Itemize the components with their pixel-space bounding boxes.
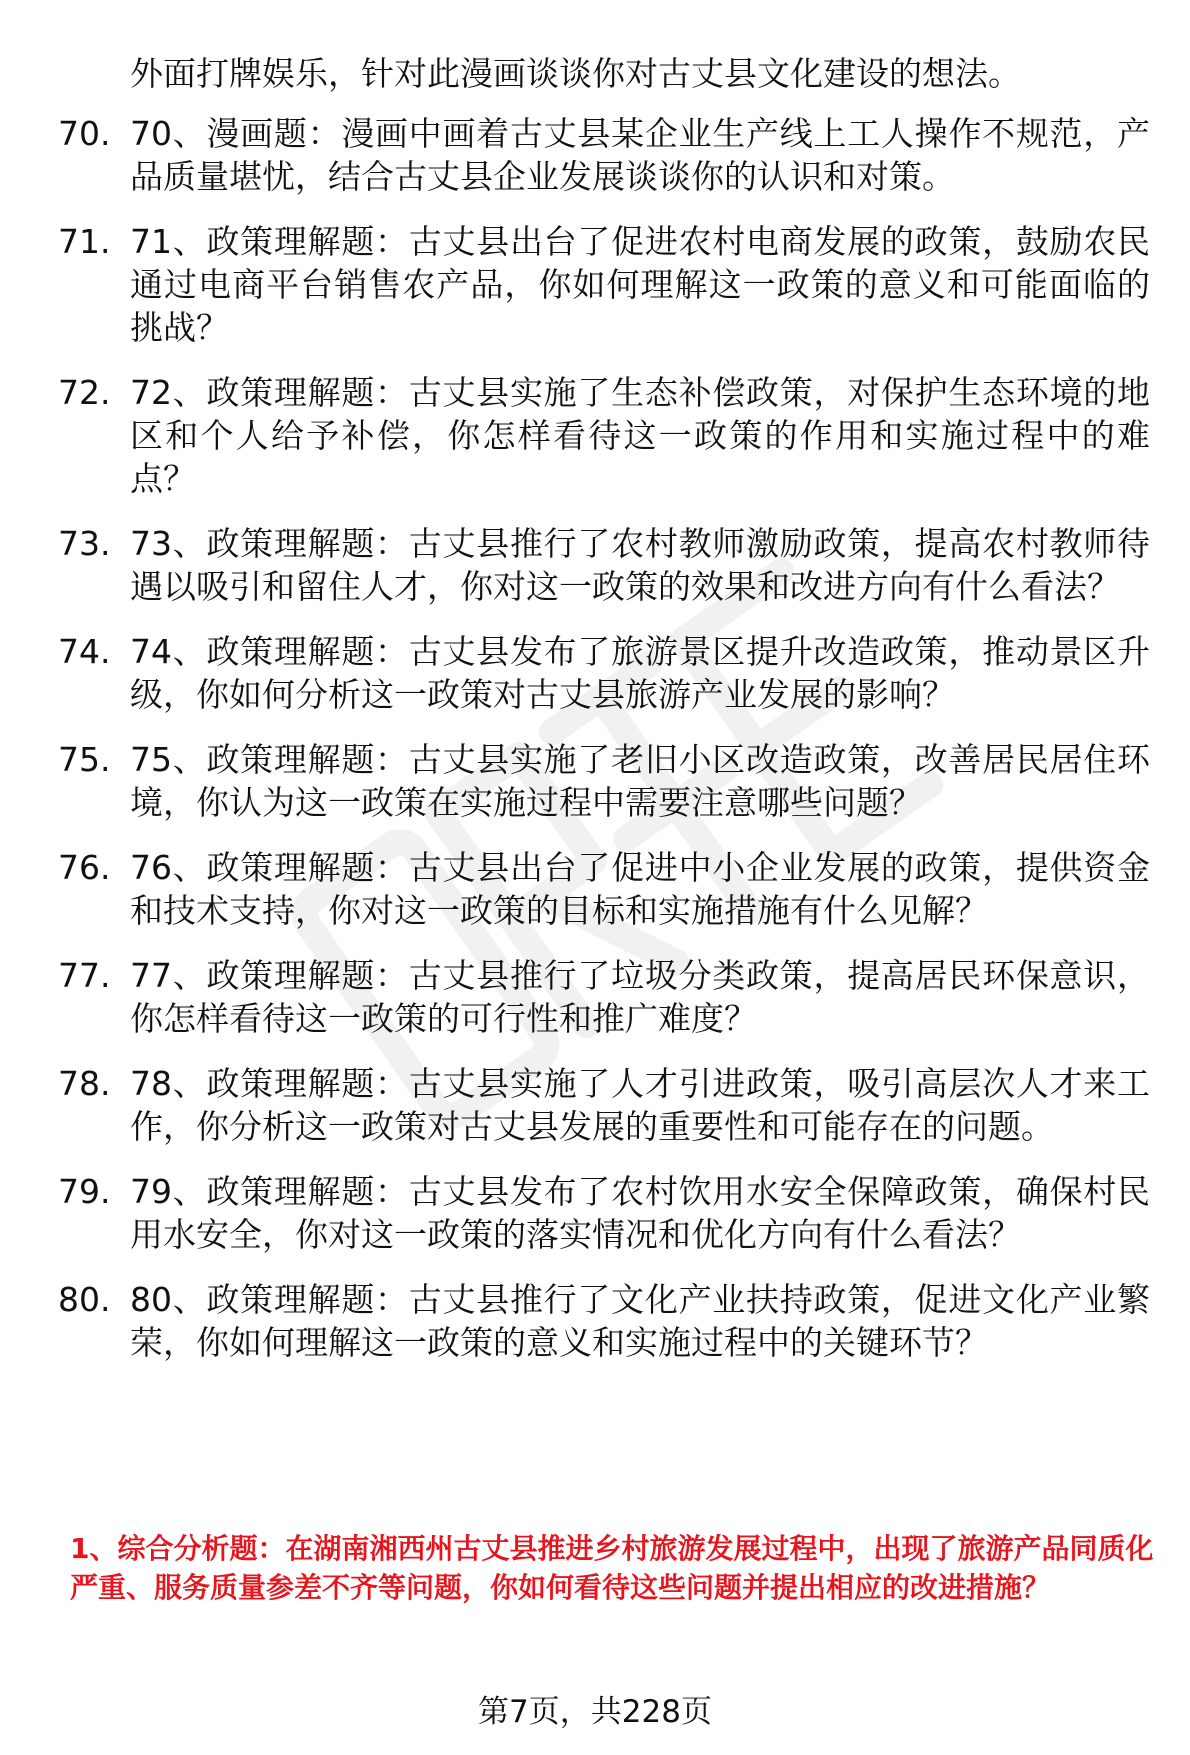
list-item xyxy=(0,846,1190,932)
list-item xyxy=(0,220,1190,349)
list-item xyxy=(0,630,1190,716)
question-number: 72. xyxy=(58,373,111,412)
question-number: 71. xyxy=(58,222,111,261)
question-69-continuation: 外面打牌娱乐，针对此漫画谈谈你对古丈县文化建设的想法。 xyxy=(130,54,1021,93)
question-text: 77、政策理解题：古丈县推行了垃圾分类政策，提高居民环保意识，你怎样看待这一政策的可行性和推广难度？ xyxy=(130,956,1150,1038)
question-number: 78. xyxy=(58,1064,111,1103)
question-text: 72、政策理解题：古丈县实施了生态补偿政策，对保护生态环境的地区和个人给予补偿，你怎样看待这一政策的作用和实施过程中的难点？ xyxy=(130,373,1150,498)
question-number: 70. xyxy=(58,114,111,153)
question-text: 75、政策理解题：古丈县实施了老旧小区改造政策，改善居民居住环境，你认为这一政策在实施过程中需要注意哪些问题？ xyxy=(130,740,1150,822)
question-number: 76. xyxy=(58,848,111,887)
list-item xyxy=(0,1278,1190,1364)
question-text: 71、政策理解题：古丈县出台了促进农村电商发展的政策，鼓励农民通过电商平台销售农产品，你如何理解这一政策的意义和可能面临的挑战？ xyxy=(130,222,1150,347)
question-number: 79. xyxy=(58,1172,111,1211)
question-number: 74. xyxy=(58,632,111,671)
list-item xyxy=(0,112,1190,198)
list-item xyxy=(0,371,1190,500)
list-item xyxy=(0,738,1190,824)
list-item xyxy=(0,1170,1190,1256)
question-text: 76、政策理解题：古丈县出台了促进中小企业发展的政策，提供资金和技术支持，你对这一政策的目标和实施措施有什么见解？ xyxy=(130,848,1150,930)
question-text: 79、政策理解题：古丈县发布了农村饮用水安全保障政策，确保村民用水安全，你对这一政策的落实情况和优化方向有什么看法？ xyxy=(130,1172,1150,1254)
page-number-footer: 第7页，共228页 xyxy=(478,1694,712,1730)
question-number: 73. xyxy=(58,524,111,563)
question-text: 78、政策理解题：古丈县实施了人才引进政策，吸引高层次人才来工作，你分析这一政策对古丈县发展的重要性和可能存在的问题。 xyxy=(130,1064,1150,1146)
highlighted-analysis-question: 1、综合分析题：在湖南湘西州古丈县推进乡村旅游发展过程中，出现了旅游产品同质化严重、服务质量参差不齐等问题，你如何看待这些问题并提出相应的改进措施？ xyxy=(70,1532,1154,1604)
list-item xyxy=(0,954,1190,1040)
question-number: 80. xyxy=(58,1280,111,1319)
question-number: 75. xyxy=(58,740,111,779)
list-item xyxy=(0,522,1190,608)
question-text: 74、政策理解题：古丈县发布了旅游景区提升改造政策，推动景区升级，你如何分析这一政策对古丈县旅游产业发展的影响？ xyxy=(130,632,1150,714)
list-item xyxy=(0,1062,1190,1148)
question-text: 73、政策理解题：古丈县推行了农村教师激励政策，提高农村教师待遇以吸引和留住人才，你对这一政策的效果和改进方向有什么看法？ xyxy=(130,524,1150,606)
question-list xyxy=(0,112,1190,1386)
question-text: 70、漫画题：漫画中画着古丈县某企业生产线上工人操作不规范，产品质量堪忧，结合古丈县企业发展谈谈你的认识和对策。 xyxy=(130,114,1150,196)
question-text: 80、政策理解题：古丈县推行了文化产业扶持政策，促进文化产业繁荣，你如何理解这一政策的意义和实施过程中的关键环节？ xyxy=(130,1280,1150,1362)
question-number: 77. xyxy=(58,956,111,995)
